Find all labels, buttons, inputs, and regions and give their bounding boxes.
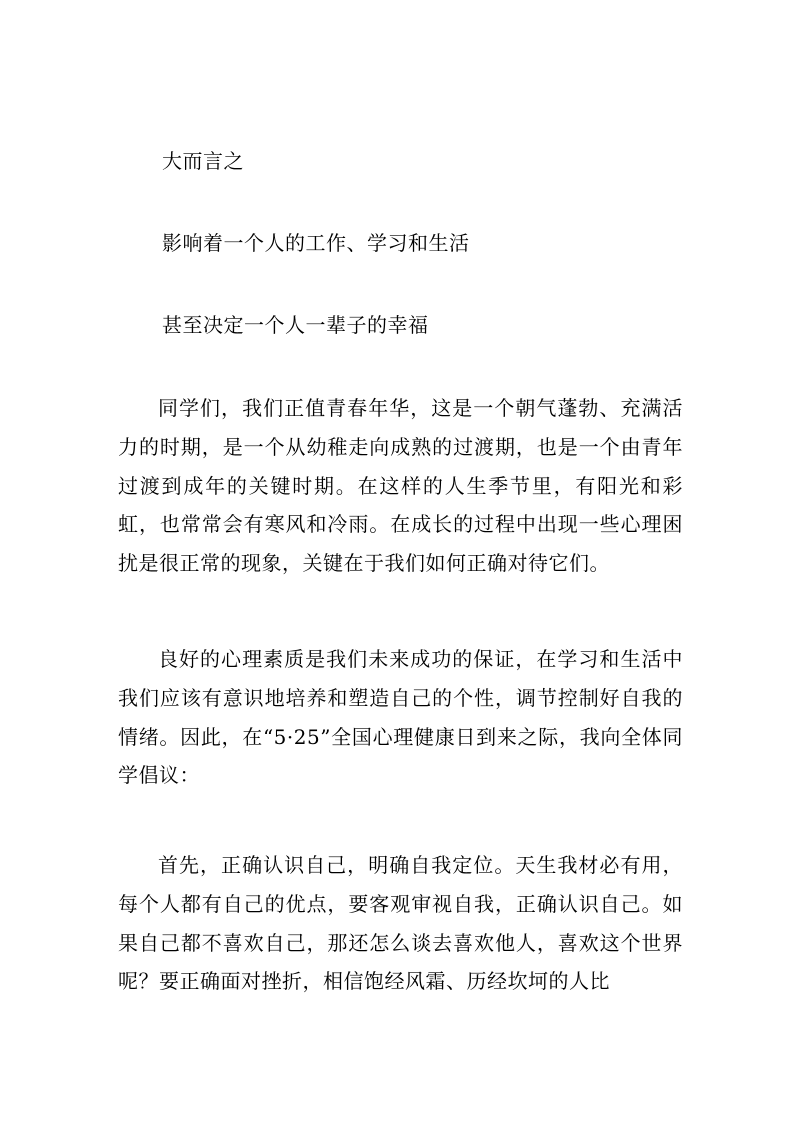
- line-1: 大而言之: [162, 149, 244, 173]
- paragraph-2: 良好的心理素质是我们未来成功的保证，在学习和生活中我们应该有意识地培养和塑造自己的个性，调节控制好自我的情绪。因此，在“5·25”全国心理健康日到来之际，我向全体同学倡议：: [118, 647, 683, 788]
- line-2: 影响着一个人的工作、学习和生活: [162, 231, 470, 255]
- paragraph-1: 同学们，我们正值青春年华，这是一个朝气蓬勃、充满活力的时期，是一个从幼稚走向成熟的过渡期，也是一个由青年过渡到成年的关键时期。在这样的人生季节里，有阳光和彩虹，也常常会有寒风和冷雨。在成长的过程中出现一些心理困扰是很正常的现象，关键在于我们如何正确对待它们。: [118, 396, 683, 576]
- paragraph-3: 首先，正确认识自己，明确自我定位。天生我材必有用，每个人都有自己的优点，要客观审视自我，正确认识自己。如果自己都不喜欢自己，那还怎么谈去喜欢他人，喜欢这个世界呢？要正确面对挫折，相信饱经风霜、历经坎坷的人比: [118, 853, 683, 994]
- line-3: 甚至决定一个人一辈子的幸福: [162, 313, 429, 337]
